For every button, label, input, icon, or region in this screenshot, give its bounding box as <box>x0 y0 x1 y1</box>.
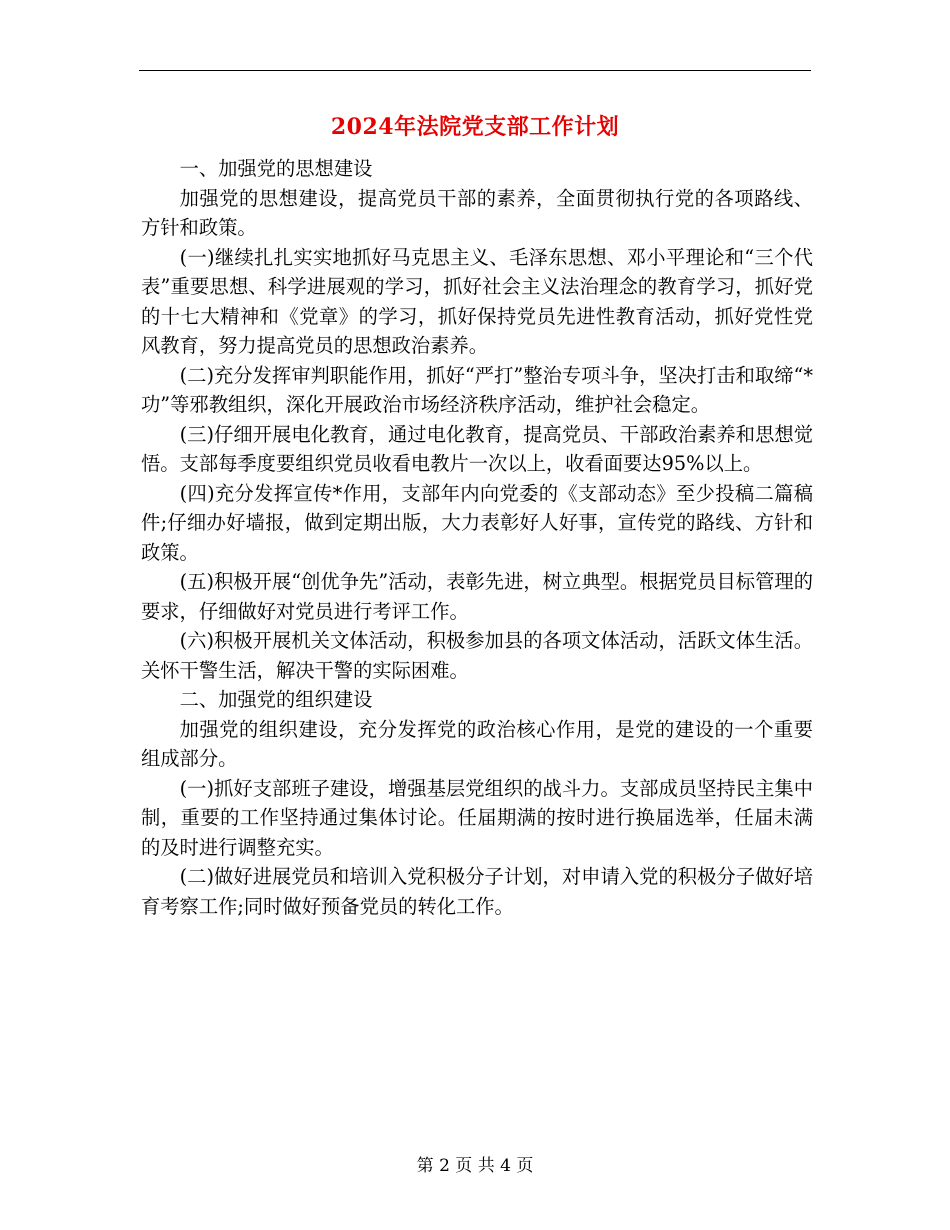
paragraph: (四)充分发挥宣传*作用，支部年内向党委的《支部动态》至少投稿二篇稿件;仔细办好墙报，做到定期出版，大力表彰好人好事，宣传党的路线、方针和政策。 <box>141 481 813 564</box>
header-rule <box>139 70 811 71</box>
paragraph: (二)做好进展党员和培训入党积极分子计划，对申请入党的积极分子做好培育考察工作;同时做好预备党员的转化工作。 <box>141 865 813 918</box>
section-heading-2: 二、加强党的组织建设 <box>179 688 373 711</box>
paragraph: (二)充分发挥审判职能作用，抓好“严打”整治专项斗争，坚决打击和取缔“*功”等邪教组织，深化开展政治市场经济秩序活动，维护社会稳定。 <box>141 363 813 416</box>
section-heading-1: 一、加强党的思想建设 <box>179 157 373 180</box>
paragraph: (三)仔细开展电化教育，通过电化教育，提高党员、干部政治素养和思想觉悟。支部每季度要组织党员收看电教片一次以上，收看面要达95%以上。 <box>141 422 813 475</box>
paragraph: 加强党的组织建设，充分发挥党的政治核心作用，是党的建设的一个重要组成部分。 <box>141 717 813 770</box>
paragraph: (一)继续扎扎实实地抓好马克思主义、毛泽东思想、邓小平理论和“三个代表”重要思想、科学进展观的学习，抓好社会主义法治理念的教育学习，抓好党的十七大精神和《党章》的学习，抓好保持党员先进性教育活动，抓好党性党风教育，努力提高党员的思想政治素养。 <box>141 245 813 357</box>
paragraph: (五)积极开展“创优争先”活动，表彰先进，树立典型。根据党员目标管理的要求，仔细做好对党员进行考评工作。 <box>141 570 813 623</box>
paragraph: 加强党的思想建设，提高党员干部的素养，全面贯彻执行党的各项路线、方针和政策。 <box>141 186 813 239</box>
document-title: 2024年法院党支部工作计划 <box>330 114 620 140</box>
document-body <box>141 154 813 921</box>
paragraph: (一)抓好支部班子建设，增强基层党组织的战斗力。支部成员坚持民主集中制，重要的工作坚持通过集体讨论。任届期满的按时进行换届选举，任届未满的及时进行调整充实。 <box>141 776 813 859</box>
page-number-footer: 第 2 页 共 4 页 <box>416 1156 534 1176</box>
paragraph: (六)积极开展机关文体活动，积极参加县的各项文体活动，活跃文体生活。关怀干警生活，解决干警的实际困难。 <box>141 629 813 682</box>
